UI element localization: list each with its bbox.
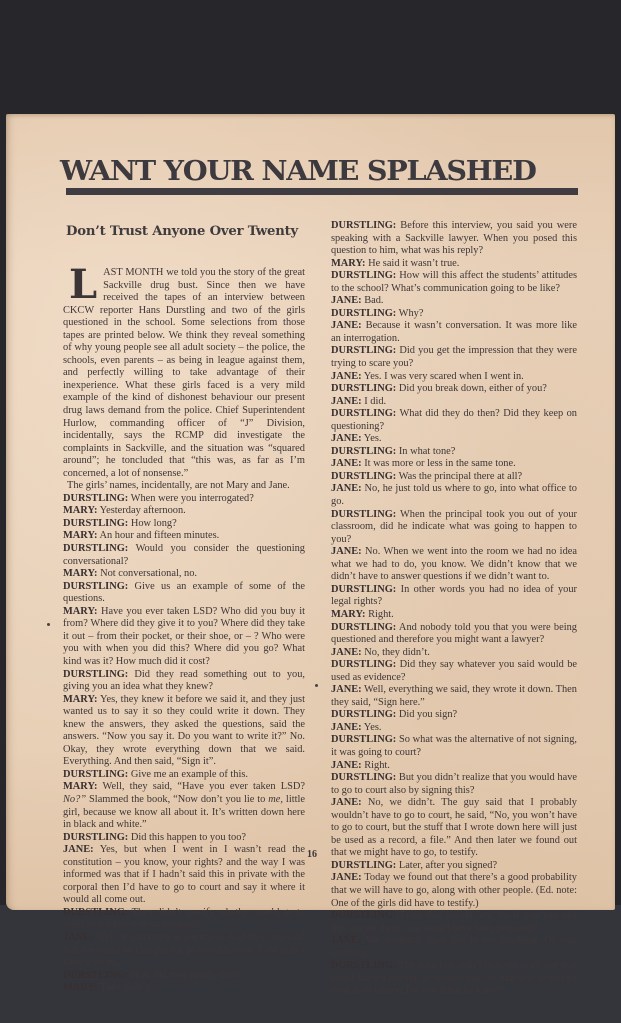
speech-text: Give me an example of this. (128, 768, 248, 780)
speaker-name: JANE: (331, 797, 362, 809)
headline-rule (66, 188, 578, 195)
speaker-name: JANE: (331, 395, 362, 407)
speaker-name: JANE: (331, 295, 362, 307)
speech-text: In what tone? (396, 445, 456, 457)
speaker-name: DURSTLING: (63, 517, 129, 529)
speaker-name: DURSTLING: (331, 270, 397, 282)
speaker-name: JANE: (331, 370, 362, 382)
dialogue-line (331, 383, 577, 396)
speech-text: Yes. (361, 433, 382, 445)
speaker-name: DURSTLING: (63, 768, 129, 780)
speaker-name: JANE: (331, 646, 362, 658)
dialogue-line (331, 308, 577, 321)
left-dialogue (63, 493, 305, 995)
dialogue-line (63, 932, 305, 970)
dialogue-line (331, 722, 577, 735)
speaker-name: DURSTLING: (331, 583, 397, 595)
intro-text: AST MONTH we told you the story of the great Sackville drug bust. Since then we have received the tapes of an interview between CKCW reporter Hans Durstling and two of the girls questioned in the school. Some selections from those tapes are printed below. We think they reveal something of why young people see all adult society – the police, the schools, even parents – as being in league against them, and perfectly willing to take advantage of their inexperience. What these girls faced is a very mild example of the kind of dishonest behaviour our present drug laws demand from the police. Chief Superintendent Hurlow, commanding officer of “J” Division, incidentally, says the RCMP did investigate the complaints in Sackville, and the situation was “squared around”; he toncluded that “this was, as far as I’m concerned, a lot of nonsense.” (63, 267, 305, 479)
speaker-name: MARY: (63, 505, 98, 517)
margin-mark (315, 684, 318, 687)
speaker-name: JANE: (63, 931, 94, 943)
dialogue-line (331, 270, 577, 295)
article-subhead: Don’t Trust Anyone Over Twenty (66, 224, 298, 239)
dialogue-line (331, 483, 577, 508)
dialogue-line (331, 320, 577, 345)
dialogue-line (331, 872, 577, 910)
dialogue-line (331, 584, 577, 609)
speaker-name: JANE: (331, 320, 362, 332)
dialogue-line (331, 433, 577, 446)
dialogue-line (63, 669, 305, 694)
speech-text: Yesterday afternoon. (97, 505, 186, 517)
speaker-name: DURSTLING: (331, 960, 397, 972)
speech-text: Well, they said, “Have you ever taken LSD? (97, 781, 305, 793)
speech-text: Right. (361, 759, 390, 771)
speaker-name: DURSTLING: (331, 345, 397, 357)
dialogue-line (63, 982, 305, 995)
dialogue-line (63, 769, 305, 782)
dialogue-line (331, 960, 577, 998)
speech-text: Did you break down, either of you? (396, 383, 547, 395)
right-column (331, 220, 577, 998)
speaker-name: DURSTLING: (63, 969, 129, 981)
speech-text: When were you interrogated? (128, 492, 254, 504)
right-dialogue (331, 220, 577, 998)
speech-text: Slammed the book, “Now don’t you lie to (86, 793, 269, 805)
headline: WANT YOUR NAME SPLASHED (60, 155, 536, 187)
dialogue-line (331, 396, 577, 409)
speech-text: In other words you had no idea of your legal rights? (331, 583, 577, 608)
dialogue-line (331, 408, 577, 433)
speaker-name: JANE: (331, 483, 362, 495)
speech-text: How did they justify that? (128, 969, 240, 981)
speech-text: So what was the alternative of not signing, it was going to court? (331, 734, 577, 758)
speech-text: Was the principal there at all? (396, 470, 523, 482)
dialogue-line (331, 684, 577, 709)
speech-text: When the principal took you out of your classroom, did he indicate what was going to happen to you? (331, 508, 577, 545)
speech-text: Why? (396, 307, 424, 319)
speech-text: Before this interview, you said you were speaking with a Sackville lawyer. When you posed this question to him, what was his reply? (331, 220, 577, 257)
speaker-name: DURSTLING: (331, 910, 397, 922)
speech-text: Right. (365, 608, 394, 620)
dialogue-line (331, 910, 577, 935)
left-column (63, 261, 305, 995)
margin-mark (47, 623, 50, 626)
dialogue-line (331, 509, 577, 547)
speech-text: An hour and fifteen minutes. (97, 530, 220, 542)
speech-text: How long? (128, 517, 177, 529)
speaker-name: DURSTLING: (331, 408, 397, 420)
speech-text: Today we found out that there’s a good probability that we will have to go, along with other people. (Ed. note: One of the girls did have to testify.) (331, 872, 577, 909)
dialogue-line (331, 471, 577, 484)
dialogue-line (63, 568, 305, 581)
dialogue-line (63, 543, 305, 568)
speaker-name: JANE: (331, 721, 362, 733)
speaker-name: MARY: (63, 693, 98, 705)
dialogue-line (331, 734, 577, 759)
speaker-name: DURSTLING: (331, 383, 397, 395)
speech-text: Not conversational, no. (97, 568, 198, 580)
dialogue-line (331, 295, 577, 308)
speech-text: No, they didn’t. (361, 646, 430, 658)
speaker-name: MARY: (331, 608, 366, 620)
dialogue-line (63, 606, 305, 669)
speaker-name: JANE: (331, 759, 362, 771)
speech-text: Well, everything we said, they wrote it down. Then they said, “Sign here.” (331, 684, 577, 708)
speech-text: They didn’t. (97, 982, 152, 994)
speaker-name: DURSTLING: (63, 668, 129, 680)
intro-paragraph (63, 261, 305, 480)
speaker-name: MARY: (63, 781, 98, 793)
dialogue-line (331, 546, 577, 584)
speaker-name: DURSTLING: (331, 307, 397, 319)
dialogue-line (63, 505, 305, 518)
speech-text: Yes. I was very scared when I went in. (361, 370, 524, 382)
speaker-name: DURSTLING: (331, 772, 397, 784)
speech-text: It was more or less in the same tone. (361, 458, 516, 470)
dialogue-line (331, 860, 577, 873)
speaker-name: DURSTLING: (331, 470, 397, 482)
speaker-name: DURSTLING: (331, 508, 397, 520)
dialogue-line (331, 458, 577, 471)
speech-text: And nobody told you that you were being questioned and therefore you might want a lawyer? (331, 621, 577, 646)
speech-text: They didn’t specify whether you’d go to court as a witness or an accused? (63, 906, 305, 931)
emphasis-text: me, (268, 793, 284, 805)
speaker-name: JANE: (331, 433, 362, 445)
speaker-name: JANE: (331, 458, 362, 470)
dialogue-line (63, 907, 305, 932)
speech-text: Did they read something out to you, giving you an idea what they knew? (63, 668, 305, 693)
speaker-name: DURSTLING: (63, 492, 129, 504)
speech-text: Yes, they knew it before we said it, and they just wanted us to say it so they could write it down. They knew the answers, they asked the questions, said the answers. “Now you say it. Do you want to write it?” No. Okay, they wrote everything down that we said. Everything. And then said, “Sign it”. (63, 693, 305, 768)
intro-note: The girls’ names, incidentally, are not Mary and Jane. (67, 480, 290, 492)
speaker-name: DURSTLING: (63, 906, 129, 918)
speaker-name: DURSTLING: (63, 543, 129, 555)
dialogue-line (63, 832, 305, 845)
dialogue-line (331, 220, 577, 258)
dialogue-line (63, 581, 305, 606)
speaker-name: MARY: (63, 605, 98, 617)
speech-text: Did you get the impression that they were trying to scare you? (331, 345, 577, 370)
speaker-name: DURSTLING: (63, 831, 129, 843)
dialogue-line (331, 797, 577, 860)
dialogue-line (63, 970, 305, 983)
speech-text: We wouldn’t have had to say anything. Or sign anything. (331, 935, 577, 959)
emphasis-text: No?” (63, 793, 87, 805)
speech-text: But you didn’t realize that you would have to go to court also by signing this? (331, 772, 577, 796)
dialogue-line (331, 609, 577, 622)
speaker-name: DURSTLING: (331, 709, 397, 721)
speech-text: I did. (361, 395, 387, 407)
speech-text: From this lawyer, eh? So if you had had this lawyer there, you would have been prepared? (331, 910, 577, 934)
dialogue-line (63, 530, 305, 543)
dialogue-line (63, 694, 305, 769)
speech-text: Yes. (361, 721, 382, 733)
speaker-name: JANE: (63, 844, 94, 856)
speech-text: He said it wasn’t true. (365, 257, 460, 269)
speaker-name: DURSTLING: (331, 445, 397, 457)
dialogue-line (63, 781, 305, 831)
speaker-name: JANE: (331, 684, 362, 696)
speech-text: Would you consider the questioning conversational? (63, 543, 305, 567)
speech-text: Did they say whatever you said would be used as evidence? (331, 659, 577, 683)
speech-text: No. When we went into the room we had no idea what we had to do, you know. We didn’t know that we didn’t have to answer questions if we didn’t want to. (331, 546, 577, 583)
speech-text: Bad. (361, 295, 384, 307)
speech-text: Later, after you signed? (396, 859, 498, 871)
speech-text: Well, it was more as a witness. And they also said that we could be charged for possession even if we didn’t have it on us. (63, 931, 305, 969)
speaker-name: DURSTLING: (63, 580, 129, 592)
speech-text: The principal didn’t indicate at all that you could have a lawyer or needed one, or that this would be used as evidence. Do you think he knew? (331, 960, 577, 997)
speaker-name: DURSTLING: (331, 659, 397, 671)
dialogue-line (331, 760, 577, 773)
speech-text: What did they do then? Did they keep on questioning? (331, 408, 577, 432)
speaker-name: DURSTLING: (331, 220, 397, 231)
dialogue-line (331, 371, 577, 384)
dialogue-line (331, 446, 577, 459)
speaker-name: JANE: (331, 546, 362, 558)
dialogue-line (331, 622, 577, 647)
speaker-name: DURSTLING: (331, 734, 397, 746)
speech-text: No, we didn’t. The guy said that I probably wouldn’t have to go to court, he said, “No, you won’t have to go to court, but the stuff that I wrote down here will just be used as a record, a file.” And then later we found out that we might have to go, to testify. (331, 797, 577, 859)
article-intro (63, 261, 305, 493)
speaker-name: JANE: (331, 935, 362, 947)
speaker-name: DURSTLING: (331, 621, 397, 633)
dialogue-line (331, 659, 577, 684)
speech-text: Because it wasn’t conversation. It was more like an interrogation. (331, 320, 577, 344)
dialogue-line (63, 493, 305, 506)
dialogue-line (331, 772, 577, 797)
dialogue-line (331, 345, 577, 370)
speech-text: little girl, because we know all about it. It’s written down here in black and white.” (63, 793, 305, 831)
speaker-name: MARY: (63, 530, 98, 542)
speech-text: Yes, but when I went in I wasn’t read the constitution – you know, your rights? and the way I was informed was that if I hadn’t said this in private with the corporal then I’d have to go to court and say it where it would all come out. (63, 844, 305, 906)
dialogue-line (63, 844, 305, 907)
speaker-name: MARY: (331, 257, 366, 269)
speech-text: Did this happen to you too? (128, 831, 246, 843)
speaker-name: JANE: (331, 872, 362, 884)
dialogue-line (63, 518, 305, 531)
speech-text: Did you sign? (396, 709, 458, 721)
dialogue-line (331, 709, 577, 722)
speech-text: Have you ever taken LSD? Who did you buy it from? Where did they give it to you? Where did they take it out – from their pocket, or their shoe, or – ? Who were you with when you did this? Where did you go? What kind was it? How much did it cost? (63, 605, 305, 667)
dialogue-line (331, 258, 577, 271)
drop-cap: L (69, 261, 98, 308)
speaker-name: MARY: (63, 568, 98, 580)
speech-text: No, he just told us where to go, into what office to go. (331, 483, 577, 508)
page-number: 16 (307, 849, 317, 860)
dialogue-line (331, 647, 577, 660)
speaker-name: DURSTLING: (331, 859, 397, 871)
speech-text: How will this affect the students’ attitudes to the school? What’s communication going to be like? (331, 270, 577, 294)
speaker-name: MARY: (63, 982, 98, 994)
speech-text: Give us an example of some of the questions. (63, 580, 305, 605)
dialogue-line (331, 935, 577, 960)
